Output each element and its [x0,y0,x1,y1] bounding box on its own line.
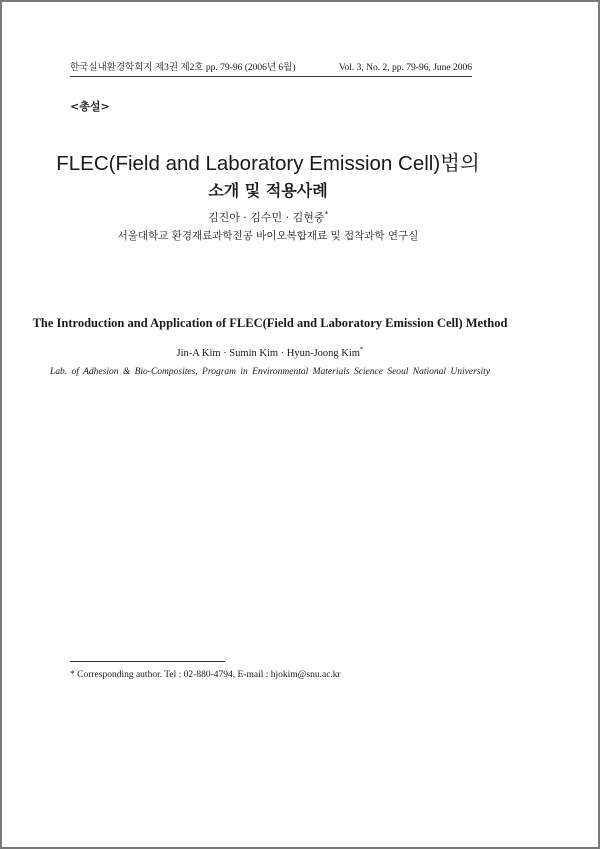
authors-english-names: Jin-A Kim · Sumin Kim · Hyun-Joong Kim [176,348,360,359]
affiliation-english: Lab. of Adhesion & Bio-Composites, Program in Environmental Materials Science Seoul National University [49,367,491,377]
title-korean-line2: 소개 및 적용사례 [208,181,328,200]
authors-korean [0,209,536,225]
header-rule [70,76,472,77]
title-english: The Introduction and Application of FLEC(Field and Laboratory Emission Cell) Method [32,316,508,330]
affiliation-korean: 서울대학교 환경재료과학전공 바이오복합재료 및 접착과학 연구실 [117,230,419,242]
title-korean-line1: FLEC(Field and Laboratory Emission Cell)법의 [56,152,480,175]
journal-citation-en: Vol. 3, No. 2, pp. 79-96, June 2006 [338,63,472,73]
authors-korean-names: 김진아 · 김수민 · 김현중 [207,211,325,224]
footnote-rule [70,661,225,662]
authors-english [0,345,540,359]
title-korean [0,150,536,204]
corresponding-mark: * [359,345,364,354]
article-type: <총설> [70,100,110,113]
corresponding-author-footnote: * Corresponding author. Tel : 02-880-4794, E-mail : hjokim@snu.ac.kr [70,670,341,680]
journal-citation-ko: 한국실내환경학회지 제3권 제2호 pp. 79-96 (2006년 6월) [70,63,296,73]
corresponding-mark: * [324,210,329,219]
